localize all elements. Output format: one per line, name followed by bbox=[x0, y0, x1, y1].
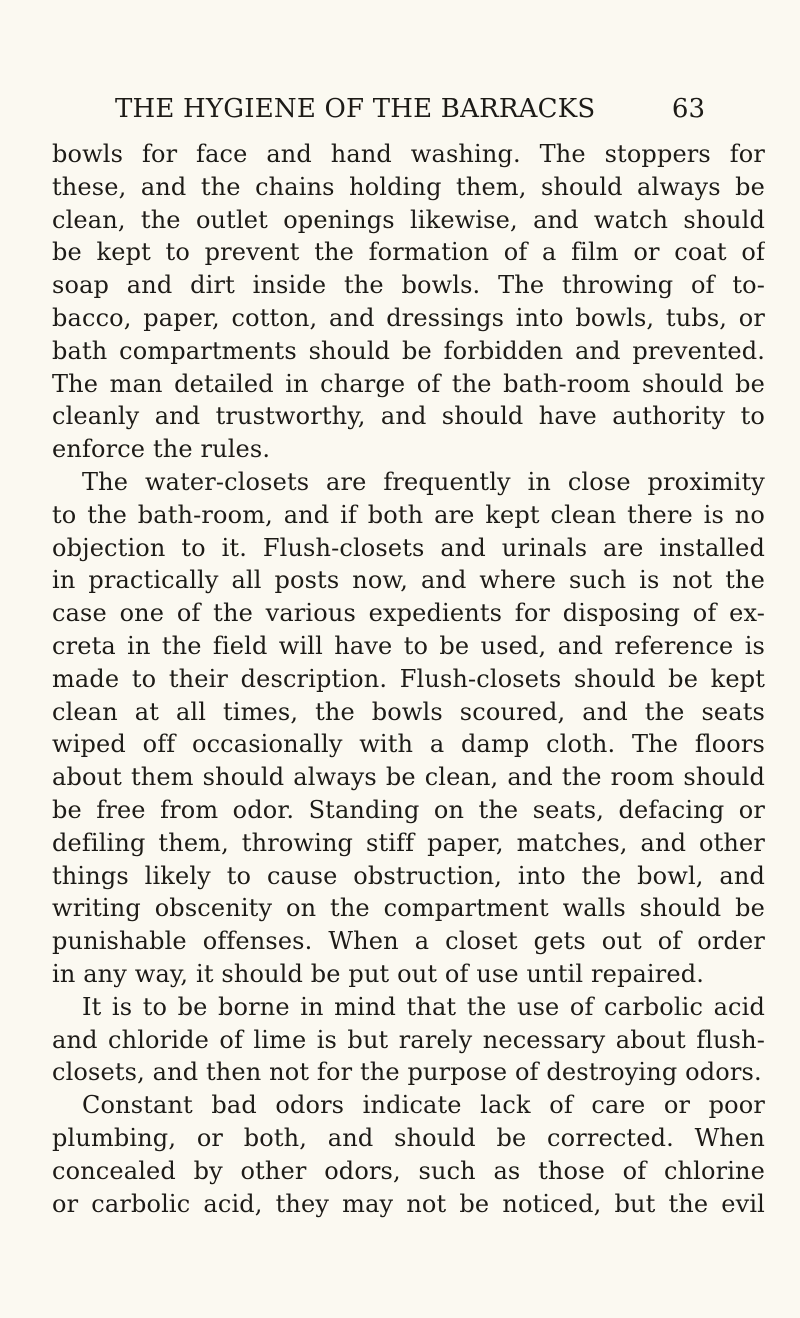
text-line: made to their description. Flush-closets should be kept bbox=[52, 664, 765, 693]
paragraph-first-line: The water-closets are frequently in close proximity bbox=[82, 467, 765, 496]
text-line: creta in the field will have to be used, and reference is bbox=[52, 631, 765, 660]
text-line: plumbing, or both, and should be corrected. When bbox=[52, 1123, 765, 1152]
text-line: objection to it. Flush-closets and urinals are installed bbox=[52, 533, 765, 562]
text-line: writing obscenity on the compartment walls should be bbox=[52, 894, 765, 923]
text-line: in practically all posts now, and where such is not the bbox=[52, 566, 765, 595]
text-line: wiped off occasionally with a damp cloth. The floors bbox=[52, 730, 765, 759]
text-line: clean, the outlet openings likewise, and watch should bbox=[52, 205, 765, 234]
text-line: case one of the various expedients for disposing of ex- bbox=[52, 599, 765, 628]
text-line: these, and the chains holding them, should always be bbox=[52, 172, 765, 201]
text-line: bacco, paper, cotton, and dressings into bowls, tubs, or bbox=[52, 303, 765, 332]
text-line: concealed by other odors, such as those of chlorine bbox=[52, 1156, 765, 1185]
running-title: THE HYGIENE OF THE BARRACKS bbox=[115, 94, 596, 124]
text-line: cleanly and trustworthy, and should have authority to bbox=[52, 402, 765, 431]
text-line: things likely to cause obstruction, into the bowl, and bbox=[52, 861, 765, 890]
paragraph-last-line: in any way, it should be put out of use until repaired. bbox=[52, 959, 705, 988]
text-line: soap and dirt inside the bowls. The throwing of to- bbox=[52, 271, 765, 300]
text-line: or carbolic acid, they may not be noticed, but the evil bbox=[52, 1189, 765, 1218]
text-line: punishable offenses. When a closet gets out of order bbox=[52, 927, 765, 956]
text-line: about them should always be clean, and the room should bbox=[52, 763, 765, 792]
text-line: The man detailed in charge of the bath-room should be bbox=[52, 369, 765, 398]
text-line: to the bath-room, and if both are kept clean there is no bbox=[52, 500, 765, 529]
text-line: be free from odor. Standing on the seats, defacing or bbox=[52, 795, 765, 824]
paragraph-first-line: Constant bad odors indicate lack of care or poor bbox=[82, 1091, 765, 1120]
text-line: clean at all times, the bowls scoured, and the seats bbox=[52, 697, 765, 726]
body-text bbox=[52, 138, 765, 1220]
text-line: and chloride of lime is but rarely necessary about flush- bbox=[52, 1025, 765, 1054]
paragraph-last-line: enforce the rules. bbox=[52, 435, 271, 464]
text-line: defiling them, throwing stiff paper, matches, and other bbox=[52, 828, 765, 857]
text-line: be kept to prevent the formation of a film or coat of bbox=[52, 238, 765, 267]
paragraph-first-line: It is to be borne in mind that the use of carbolic acid bbox=[82, 992, 765, 1021]
running-head bbox=[115, 94, 705, 128]
text-line: bath compartments should be forbidden and prevented. bbox=[52, 336, 765, 365]
text-line: bowls for face and hand washing. The stoppers for bbox=[52, 140, 765, 168]
paragraph-last-line: closets, and then not for the purpose of destroying odors. bbox=[52, 1058, 762, 1087]
page-number: 63 bbox=[671, 94, 705, 124]
